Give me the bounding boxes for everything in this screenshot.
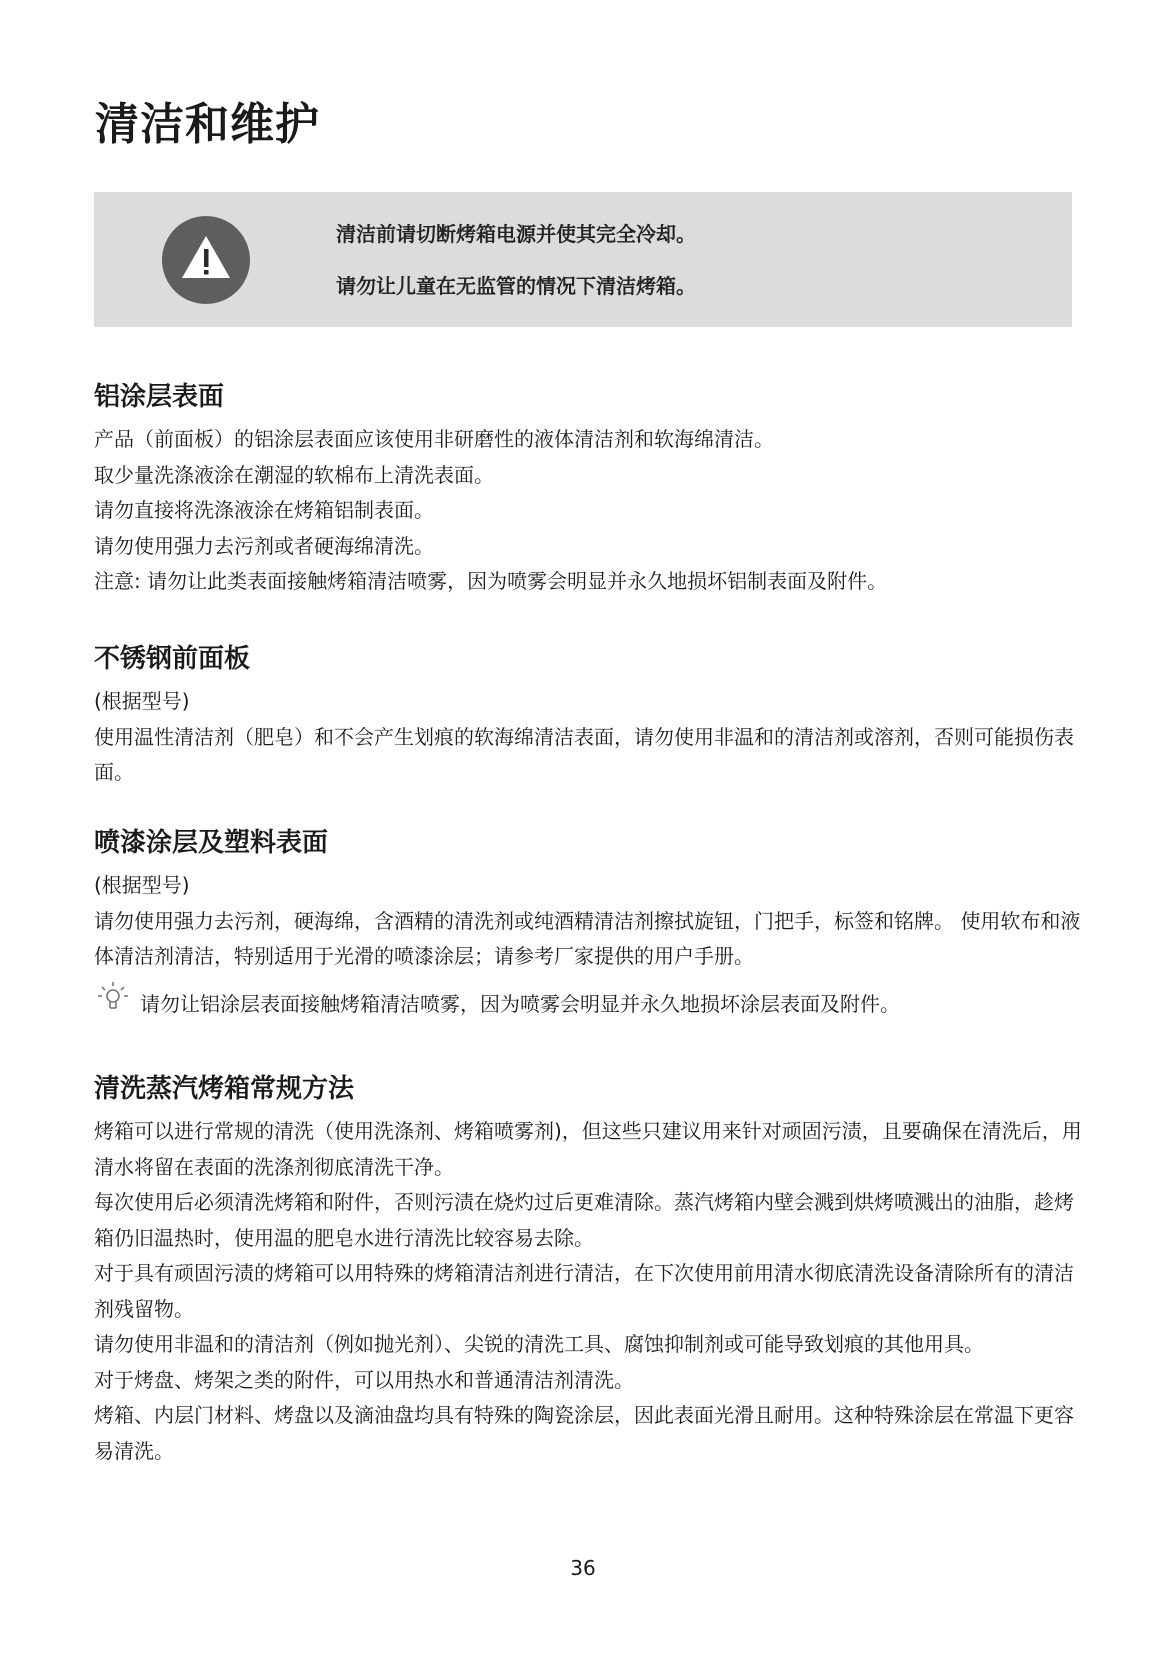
lightbulb-icon [94, 979, 132, 1028]
paragraph: 每次使用后必须清洗烤箱和附件，否则污渍在烧灼过后更难清除。蒸汽烤箱内壁会溅到烘烤喷溅出的油脂，趁烤箱仍旧温热时，使用温的肥皂水进行清洗比较容易去除。 [94, 1190, 1074, 1250]
paragraph: 烤箱可以进行常规的清洗（使用洗涤剂、烤箱喷雾剂)，但这些只建议用来针对顽固污渍，且要确保在清洗后，用清水将留在表面的洗涤剂彻底清洗干净。 [94, 1119, 1082, 1179]
section-heading: 喷漆涂层及塑料表面 [94, 828, 329, 858]
section-painted-plastic [94, 824, 1084, 1022]
paragraph: 取少量洗涤液涂在潮湿的软棉布上清洗表面。 [94, 462, 494, 487]
section-stainless-steel [94, 640, 1084, 791]
page-title: 清洁和维护 [95, 99, 320, 150]
paragraph: 对于烤盘、烤架之类的附件，可以用热水和普通清洁剂清洗。 [94, 1367, 634, 1392]
paragraph: 使用温性清洁剂（肥皂）和不会产生划痕的软海绵清洁表面，请勿使用非温和的清洁剂或溶剂，否则可能损伤表面。 [94, 724, 1074, 784]
paragraph: 对于具有顽固污渍的烤箱可以用特殊的烤箱清洁剂进行清洁，在下次使用前用清水彻底清洗设备清除所有的清洁剂残留物。 [94, 1261, 1074, 1321]
paragraph: 请勿使用强力去污剂，硬海绵，含酒精的清洗剂或纯酒精清洁剂擦拭旋钮，门把手，标签和铭牌。 使用软布和液体清洁剂清洁，特别适用于光滑的喷漆涂层；请参考厂家提供的用户手册。 [94, 908, 1081, 968]
paragraph: 产品（前面板）的铝涂层表面应该使用非研磨性的液体清洁剂和软海绵清洁。 [94, 427, 774, 451]
paragraph: 请勿使用非温和的清洁剂（例如抛光剂）、尖锐的清洗工具、腐蚀抑制剂或可能导致划痕的其他用具。 [94, 1332, 984, 1356]
tip-note [94, 987, 1084, 1022]
warning-text-power-off: 清洁前请切断烤箱电源并使其完全冷却。 [336, 222, 696, 246]
paragraph: (根据型号) [94, 689, 190, 713]
section-heading: 清洗蒸汽烤箱常规方法 [94, 1074, 355, 1104]
section-heading: 不锈钢前面板 [94, 644, 251, 674]
paragraph: 注意: 请勿让此类表面接触烤箱清洁喷雾，因为喷雾会明显并永久地损坏铝制表面及附件。 [94, 569, 888, 593]
paragraph: 请勿使用强力去污剂或者硬海绵清洗。 [94, 533, 434, 558]
warning-text-children: 请勿让儿童在无监管的情况下清洁烤箱。 [336, 274, 696, 298]
section-aluminum-coating [94, 378, 1084, 600]
section-heading: 铝涂层表面 [94, 382, 225, 412]
paragraph: 请勿直接将洗涤液涂在烤箱铝制表面。 [94, 498, 434, 522]
page-number: 36 [570, 1556, 596, 1580]
warning-triangle-icon [162, 216, 250, 304]
paragraph: 烤箱、内层门材料、烤盘以及滴油盘均具有特殊的陶瓷涂层，因此表面光滑且耐用。这种特殊涂层在常温下更容易清洗。 [94, 1403, 1074, 1463]
section-steam-oven-cleaning [94, 1070, 1084, 1469]
paragraph: (根据型号) [94, 873, 190, 897]
warning-box [94, 192, 1072, 327]
tip-text: 请勿让铝涂层表面接触烤箱清洁喷雾，因为喷雾会明显并永久地损坏涂层表面及附件。 [140, 991, 900, 1016]
